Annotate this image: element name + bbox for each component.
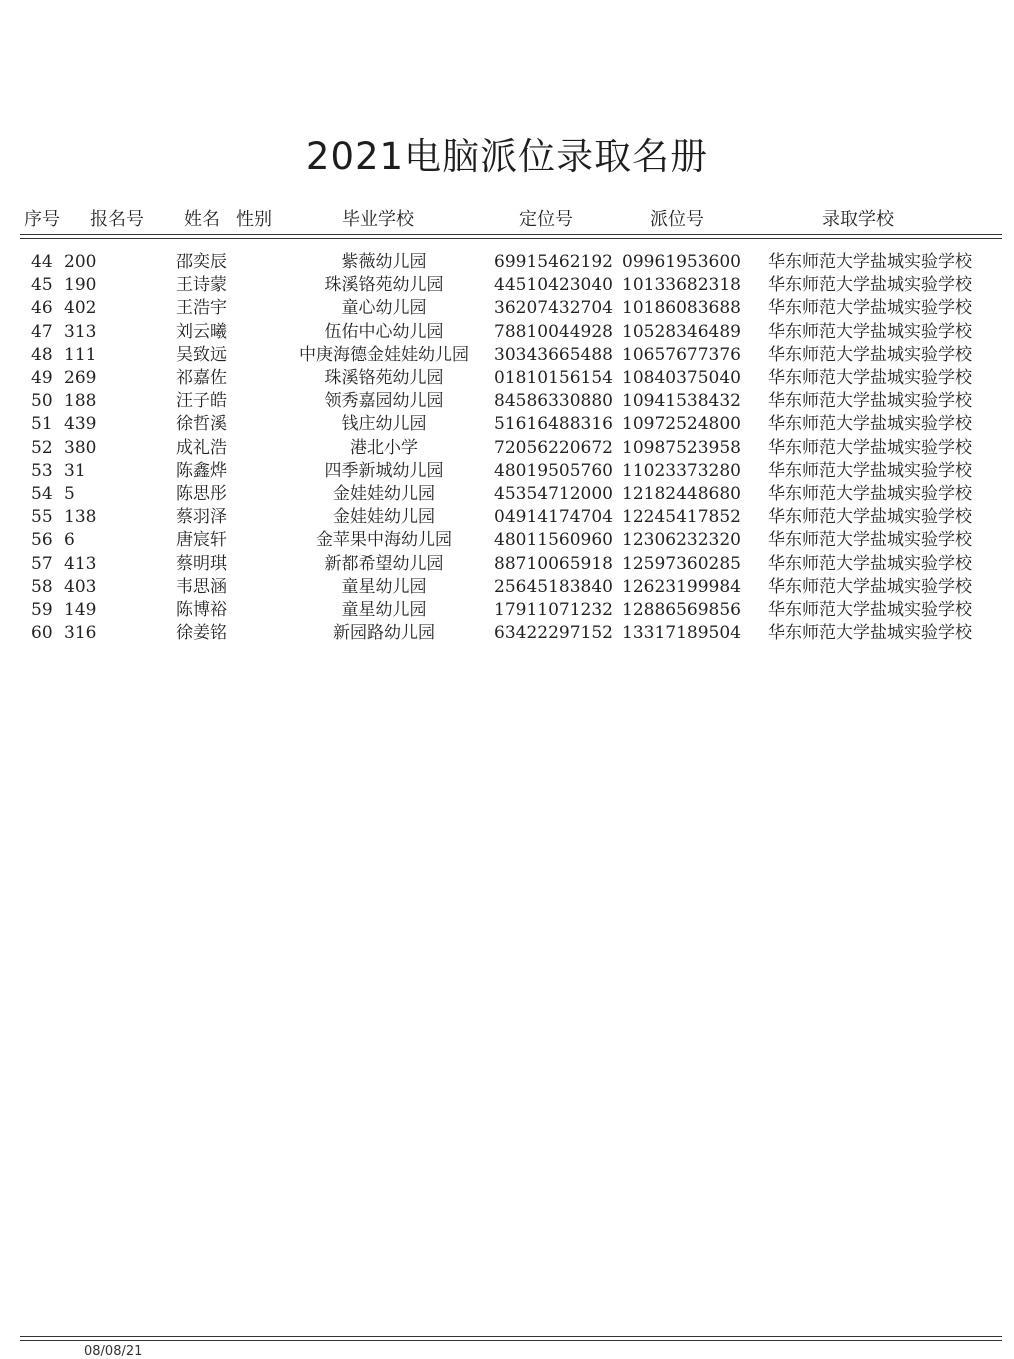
row-pos-no: 17911071232 xyxy=(494,600,613,620)
row-name: 汪子皓 xyxy=(176,391,227,412)
row-school: 领秀嘉园幼儿园 xyxy=(324,391,444,412)
table-row xyxy=(0,344,1014,367)
row-seq: 55 xyxy=(31,507,53,528)
table-row xyxy=(0,437,1014,460)
row-admit-school: 华东师范大学盐城实验学校 xyxy=(768,414,972,435)
row-reg-no: 313 xyxy=(64,321,97,342)
row-school: 伍佑中心幼儿园 xyxy=(324,321,444,342)
row-seq: 48 xyxy=(31,344,53,365)
row-reg-no: 149 xyxy=(64,600,97,620)
row-seq: 56 xyxy=(31,530,53,551)
row-dispatch-no: 12623199984 xyxy=(622,576,741,597)
table-row xyxy=(0,622,1014,645)
row-admit-school: 华东师范大学盐城实验学校 xyxy=(768,530,972,551)
row-name: 刘云曦 xyxy=(176,321,227,342)
row-admit-school: 华东师范大学盐城实验学校 xyxy=(768,344,972,365)
row-name: 韦思涵 xyxy=(176,576,227,597)
header-rule-bottom xyxy=(20,238,1002,239)
header-admit: 录取学校 xyxy=(822,209,894,230)
row-seq: 60 xyxy=(31,623,53,644)
row-school: 珠溪铬苑幼儿园 xyxy=(324,275,444,296)
table-row xyxy=(0,274,1014,297)
row-name: 唐宸轩 xyxy=(176,530,227,551)
row-dispatch-no: 10987523958 xyxy=(622,437,741,458)
row-dispatch-no: 11023373280 xyxy=(622,460,741,481)
row-seq: 49 xyxy=(31,368,53,388)
row-reg-no: 6 xyxy=(64,530,75,551)
row-name: 徐姜铭 xyxy=(176,623,227,644)
row-reg-no: 188 xyxy=(64,391,97,412)
row-school: 中庚海德金娃娃幼儿园 xyxy=(299,344,469,365)
table-row xyxy=(0,460,1014,483)
row-reg-no: 111 xyxy=(64,344,97,365)
header-dispatch-no: 派位号 xyxy=(650,209,704,230)
row-admit-school: 华东师范大学盐城实验学校 xyxy=(768,391,972,412)
row-dispatch-no: 12182448680 xyxy=(622,484,741,504)
footer-rule-top xyxy=(20,1336,1002,1337)
row-school: 紫薇幼儿园 xyxy=(341,252,427,272)
row-name: 陈鑫烨 xyxy=(176,460,227,481)
row-dispatch-no: 10840375040 xyxy=(622,368,741,388)
row-reg-no: 190 xyxy=(64,275,97,296)
row-school: 港北小学 xyxy=(350,437,418,458)
footer-rule-bottom xyxy=(20,1340,1002,1341)
row-reg-no: 138 xyxy=(64,507,97,528)
table-row xyxy=(0,251,1014,274)
page-title: 2021电脑派位录取名册 xyxy=(305,135,709,178)
row-name: 徐哲溪 xyxy=(176,414,227,435)
row-admit-school: 华东师范大学盐城实验学校 xyxy=(768,368,972,388)
row-seq: 54 xyxy=(31,484,53,504)
header-gender: 性别 xyxy=(236,209,272,230)
row-name: 成礼浩 xyxy=(176,437,227,458)
row-pos-no: 01810156154 xyxy=(494,368,613,388)
header-reg: 报名号 xyxy=(90,209,144,230)
row-seq: 58 xyxy=(31,576,53,597)
row-name: 吴致远 xyxy=(176,344,227,365)
row-admit-school: 华东师范大学盐城实验学校 xyxy=(768,623,972,644)
row-dispatch-no: 12306232320 xyxy=(622,530,741,551)
row-name: 王浩宇 xyxy=(176,298,227,319)
row-dispatch-no: 10133682318 xyxy=(622,275,741,296)
row-seq: 51 xyxy=(31,414,53,435)
row-dispatch-no: 12245417852 xyxy=(622,507,741,528)
row-seq: 59 xyxy=(31,600,53,620)
row-admit-school: 华东师范大学盐城实验学校 xyxy=(768,507,972,528)
row-pos-no: 63422297152 xyxy=(494,623,613,644)
header-seq: 序号 xyxy=(24,209,60,230)
row-dispatch-no: 10972524800 xyxy=(622,414,741,435)
row-school: 金娃娃幼儿园 xyxy=(333,507,435,528)
row-admit-school: 华东师范大学盐城实验学校 xyxy=(768,600,972,620)
table-row xyxy=(0,367,1014,390)
row-dispatch-no: 10941538432 xyxy=(622,391,741,412)
row-school: 珠溪铬苑幼儿园 xyxy=(324,368,444,388)
row-pos-no: 84586330880 xyxy=(494,391,613,412)
row-admit-school: 华东师范大学盐城实验学校 xyxy=(768,460,972,481)
row-reg-no: 439 xyxy=(64,414,97,435)
row-reg-no: 402 xyxy=(64,298,97,319)
table-row xyxy=(0,297,1014,320)
row-admit-school: 华东师范大学盐城实验学校 xyxy=(768,252,972,272)
row-school: 童心幼儿园 xyxy=(341,298,427,319)
row-reg-no: 200 xyxy=(64,252,97,272)
row-dispatch-no: 13317189504 xyxy=(622,623,741,644)
row-pos-no: 51616488316 xyxy=(494,414,613,435)
row-dispatch-no: 10657677376 xyxy=(622,344,741,365)
table-row xyxy=(0,321,1014,344)
table-row xyxy=(0,599,1014,622)
row-admit-school: 华东师范大学盐城实验学校 xyxy=(768,437,972,458)
row-dispatch-no: 10528346489 xyxy=(622,321,741,342)
row-reg-no: 5 xyxy=(64,484,75,504)
row-seq: 53 xyxy=(31,460,53,481)
row-seq: 44 xyxy=(31,252,53,272)
row-reg-no: 403 xyxy=(64,576,97,597)
row-reg-no: 316 xyxy=(64,623,97,644)
row-name: 蔡明琪 xyxy=(176,553,227,574)
row-name: 陈思彤 xyxy=(176,484,227,504)
row-name: 王诗蒙 xyxy=(176,275,227,296)
row-reg-no: 269 xyxy=(64,368,97,388)
row-pos-no: 44510423040 xyxy=(494,275,613,296)
header-name: 姓名 xyxy=(184,209,220,230)
row-reg-no: 31 xyxy=(64,460,86,481)
header-pos-no: 定位号 xyxy=(519,209,573,230)
header-rule-top xyxy=(20,234,1002,235)
row-seq: 46 xyxy=(31,298,53,319)
row-admit-school: 华东师范大学盐城实验学校 xyxy=(768,576,972,597)
row-name: 邵奕辰 xyxy=(176,252,227,272)
row-school: 金苹果中海幼儿园 xyxy=(316,530,452,551)
footer-date: 08/08/21 xyxy=(84,1344,143,1359)
row-pos-no: 48019505760 xyxy=(494,460,613,481)
row-dispatch-no: 12886569856 xyxy=(622,600,741,620)
row-name: 陈博裕 xyxy=(176,600,227,620)
row-pos-no: 69915462192 xyxy=(494,252,613,272)
row-seq: 45 xyxy=(31,275,53,296)
row-school: 新都希望幼儿园 xyxy=(324,553,444,574)
row-admit-school: 华东师范大学盐城实验学校 xyxy=(768,321,972,342)
row-pos-no: 88710065918 xyxy=(494,553,613,574)
row-pos-no: 48011560960 xyxy=(494,530,613,551)
row-pos-no: 04914174704 xyxy=(494,507,613,528)
table-row xyxy=(0,483,1014,506)
row-school: 四季新城幼儿园 xyxy=(324,460,444,481)
row-school: 童星幼儿园 xyxy=(341,600,427,620)
row-dispatch-no: 12597360285 xyxy=(622,553,741,574)
row-dispatch-no: 09961953600 xyxy=(622,252,741,272)
row-reg-no: 413 xyxy=(64,553,97,574)
row-name: 蔡羽泽 xyxy=(176,507,227,528)
row-pos-no: 78810044928 xyxy=(494,321,613,342)
row-dispatch-no: 10186083688 xyxy=(622,298,741,319)
row-reg-no: 380 xyxy=(64,437,97,458)
table-row xyxy=(0,506,1014,529)
row-pos-no: 30343665488 xyxy=(494,344,613,365)
row-admit-school: 华东师范大学盐城实验学校 xyxy=(768,484,972,504)
row-admit-school: 华东师范大学盐城实验学校 xyxy=(768,298,972,319)
row-pos-no: 36207432704 xyxy=(494,298,613,319)
row-pos-no: 25645183840 xyxy=(494,576,613,597)
row-seq: 57 xyxy=(31,553,53,574)
row-school: 钱庄幼儿园 xyxy=(341,414,427,435)
row-school: 新园路幼儿园 xyxy=(333,623,435,644)
row-admit-school: 华东师范大学盐城实验学校 xyxy=(768,553,972,574)
row-pos-no: 72056220672 xyxy=(494,437,613,458)
header-school: 毕业学校 xyxy=(342,209,414,230)
row-admit-school: 华东师范大学盐城实验学校 xyxy=(768,275,972,296)
row-school: 童星幼儿园 xyxy=(341,576,427,597)
row-seq: 47 xyxy=(31,321,53,342)
row-name: 祁嘉佐 xyxy=(176,368,227,388)
table-row xyxy=(0,413,1014,436)
row-seq: 52 xyxy=(31,437,53,458)
table-row xyxy=(0,390,1014,413)
row-school: 金娃娃幼儿园 xyxy=(333,484,435,504)
row-seq: 50 xyxy=(31,391,53,412)
row-pos-no: 45354712000 xyxy=(494,484,613,504)
table-row xyxy=(0,529,1014,552)
table-row xyxy=(0,553,1014,576)
table-row xyxy=(0,576,1014,599)
